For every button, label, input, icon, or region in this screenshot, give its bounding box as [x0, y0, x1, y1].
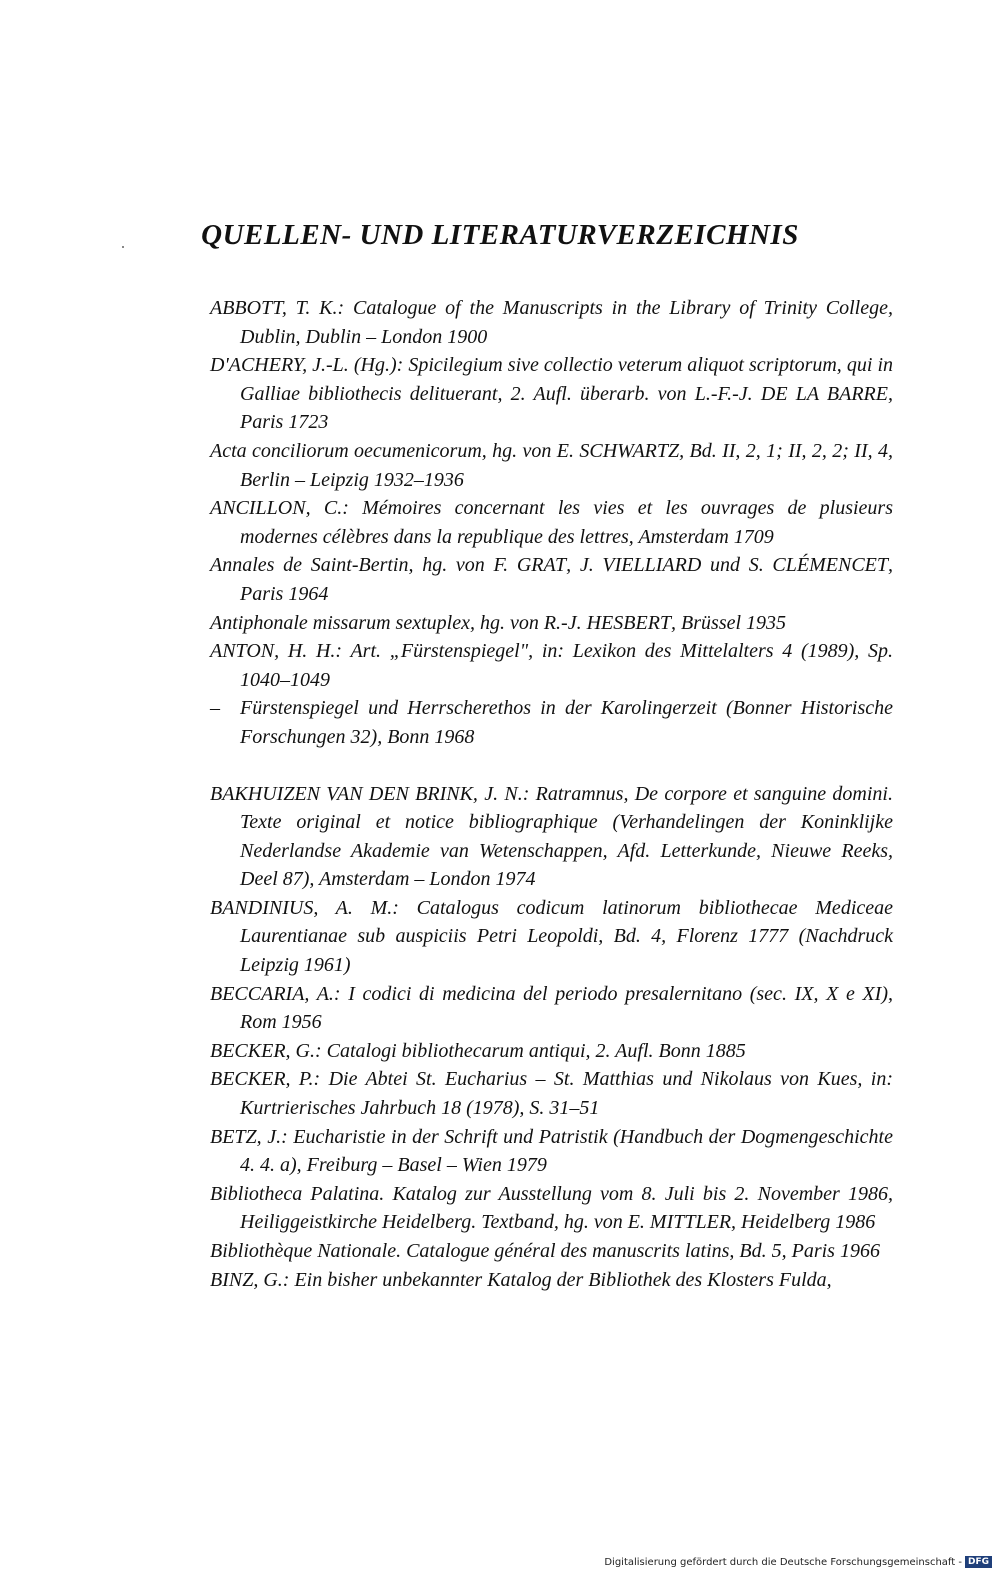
- entry-text: Catalogi bibliothecarum antiqui, 2. Aufl. Bonn 1885: [321, 1039, 746, 1062]
- footer-text: Digitalisierung gefördert durch die Deutsche Forschungsgemeinschaft -: [604, 1557, 962, 1568]
- bibliography-entry: [210, 980, 893, 1037]
- entry-text: Ein bisher unbekannter Katalog der Bibliothek des Klosters Fulda,: [289, 1268, 832, 1291]
- bibliography-entry: [210, 894, 893, 980]
- bibliography-entry: [210, 1237, 893, 1266]
- entry-editor: MITTLER: [649, 1211, 732, 1234]
- bibliography-entry: [210, 437, 893, 494]
- entry-text: , Brüssel 1935: [671, 611, 787, 634]
- bibliography-entry: [210, 1065, 893, 1122]
- dfg-logo: DFG: [965, 1556, 992, 1568]
- entry-text: , Paris 1723: [240, 382, 893, 434]
- entry-text: Eucharistie in der Schrift und Patristik (Handbuch der Dogmengeschichte 4. 4. a), Freiburg – Basel – Wien 1979: [240, 1125, 893, 1177]
- entry-text: Annales de Saint-Bertin, hg. von F.: [210, 554, 517, 577]
- entry-text: , Paris 1964: [240, 554, 893, 605]
- entry-text: Mémoires concernant les vies et les ouvrages de plusieurs modernes célèbres dans la republique des lettres, Amsterdam 1709: [240, 497, 893, 548]
- entry-author: ABBOTT, T. K.:: [210, 297, 345, 319]
- entry-text: und S.: [701, 554, 773, 577]
- entry-text: Catalogue of the Manuscripts in the Library of Trinity College, Dublin, Dublin – London 1900: [240, 297, 893, 348]
- entry-editor: CLÉMENCET: [772, 554, 888, 577]
- entry-text: Art. „Fürstenspiegel", in: Lexikon des Mittelalters 4 (1989), Sp. 1040–1049: [240, 640, 893, 691]
- bibliography-list: [210, 294, 893, 1294]
- entry-text: , Heidelberg 1986: [731, 1211, 876, 1234]
- entry-author: BETZ, J.:: [210, 1125, 288, 1148]
- entry-text: (Hg.): Spicilegium sive collectio veterum aliquot scriptorum, qui in Galliae bibliothecis delituerant, 2. Aufl. überarb. von L.-F.-J.: [240, 354, 893, 405]
- entry-author: BECCARIA, A.:: [210, 982, 341, 1005]
- digitization-footer: [604, 1556, 992, 1568]
- page-title: QUELLEN- UND LITERATURVERZEICHNIS: [201, 219, 799, 252]
- entry-author: BECKER, G.:: [210, 1039, 322, 1062]
- bibliography-entry: [210, 1266, 893, 1295]
- entry-editor: HESBERT: [586, 611, 672, 634]
- bibliography-entry: [210, 351, 893, 437]
- entry-author: D'ACHERY, J.-L.: [210, 354, 349, 377]
- entry-text: Bibliotheca Palatina. Katalog zur Ausstellung vom 8. Juli bis 2. November 1986, Heiliggeistkirche Heidelberg. Textband, hg. von E.: [210, 1182, 893, 1234]
- bibliography-entry: [210, 780, 893, 894]
- entry-editor: DE LA BARRE: [760, 382, 888, 405]
- entry-text: Antiphonale missarum sextuplex, hg. von R.-J.: [210, 611, 587, 634]
- bibliography-entry: [210, 494, 893, 551]
- entry-text: I codici di medicina del periodo presalernitano (sec. IX, X e XI), Rom 1956: [240, 982, 893, 1034]
- entry-author: BAKHUIZEN VAN DEN BRINK, J. N.:: [210, 782, 530, 805]
- entry-editor: SCHWARTZ: [579, 439, 680, 462]
- entry-text: Catalogus codicum latinorum bibliothecae Mediceae Laurentianae sub auspiciis Petri Leopoldi, Bd. 4, Florenz 1777 (Nachdruck Leipzig 1961): [240, 896, 893, 977]
- bibliography-entry: [210, 637, 893, 694]
- entry-editor: GRAT: [516, 554, 567, 577]
- entry-text: , J.: [566, 554, 603, 577]
- entry-text: Die Abtei St. Eucharius – St. Matthias und Nikolaus von Kues, in: Kurtrierisches Jahrbuch 18 (1978), S. 31–51: [240, 1068, 893, 1120]
- entry-editor: VIELLIARD: [602, 554, 702, 577]
- entry-author: BANDINIUS, A. M.:: [210, 896, 399, 919]
- bibliography-entry: [210, 294, 893, 351]
- same-author-dash: –: [210, 697, 220, 720]
- entry-author: ANCILLON, C.:: [210, 497, 349, 520]
- bibliography-entry: [210, 1037, 893, 1066]
- bibliography-entry: [210, 694, 893, 751]
- entry-author: BECKER, P.:: [210, 1068, 321, 1091]
- entry-text: Acta conciliorum oecumenicorum, hg. von E.: [210, 439, 580, 462]
- bibliography-entry: [210, 609, 893, 638]
- entry-text: Bibliothèque Nationale. Catalogue général des manuscrits latins, Bd. 5, Paris 1966: [210, 1240, 880, 1262]
- bibliography-entry: [210, 551, 893, 608]
- bibliography-entry: [210, 1180, 893, 1237]
- entry-text: , Bd. II, 2, 1; II, 2, 2; II, 4, Berlin – Leipzig 1932–1936: [240, 439, 893, 491]
- entry-text: Fürstenspiegel und Herrscherethos in der Karolingerzeit (Bonner Historische Forschungen 32), Bonn 1968: [240, 697, 893, 748]
- bibliography-entry: [210, 1123, 893, 1180]
- section-gap: [210, 752, 893, 780]
- entry-text: Ratramnus, De corpore et sanguine domini. Texte original et notice bibliographique (Verhandelingen der Koninklijke Nederlandse Akademie van Wetenschappen, Afd. Letterkunde, Nieuwe Reeks, Deel 87), Amsterdam – London 1974: [240, 782, 893, 891]
- entry-author: BINZ, G.:: [210, 1268, 290, 1291]
- entry-author: ANTON, H. H.:: [210, 640, 343, 663]
